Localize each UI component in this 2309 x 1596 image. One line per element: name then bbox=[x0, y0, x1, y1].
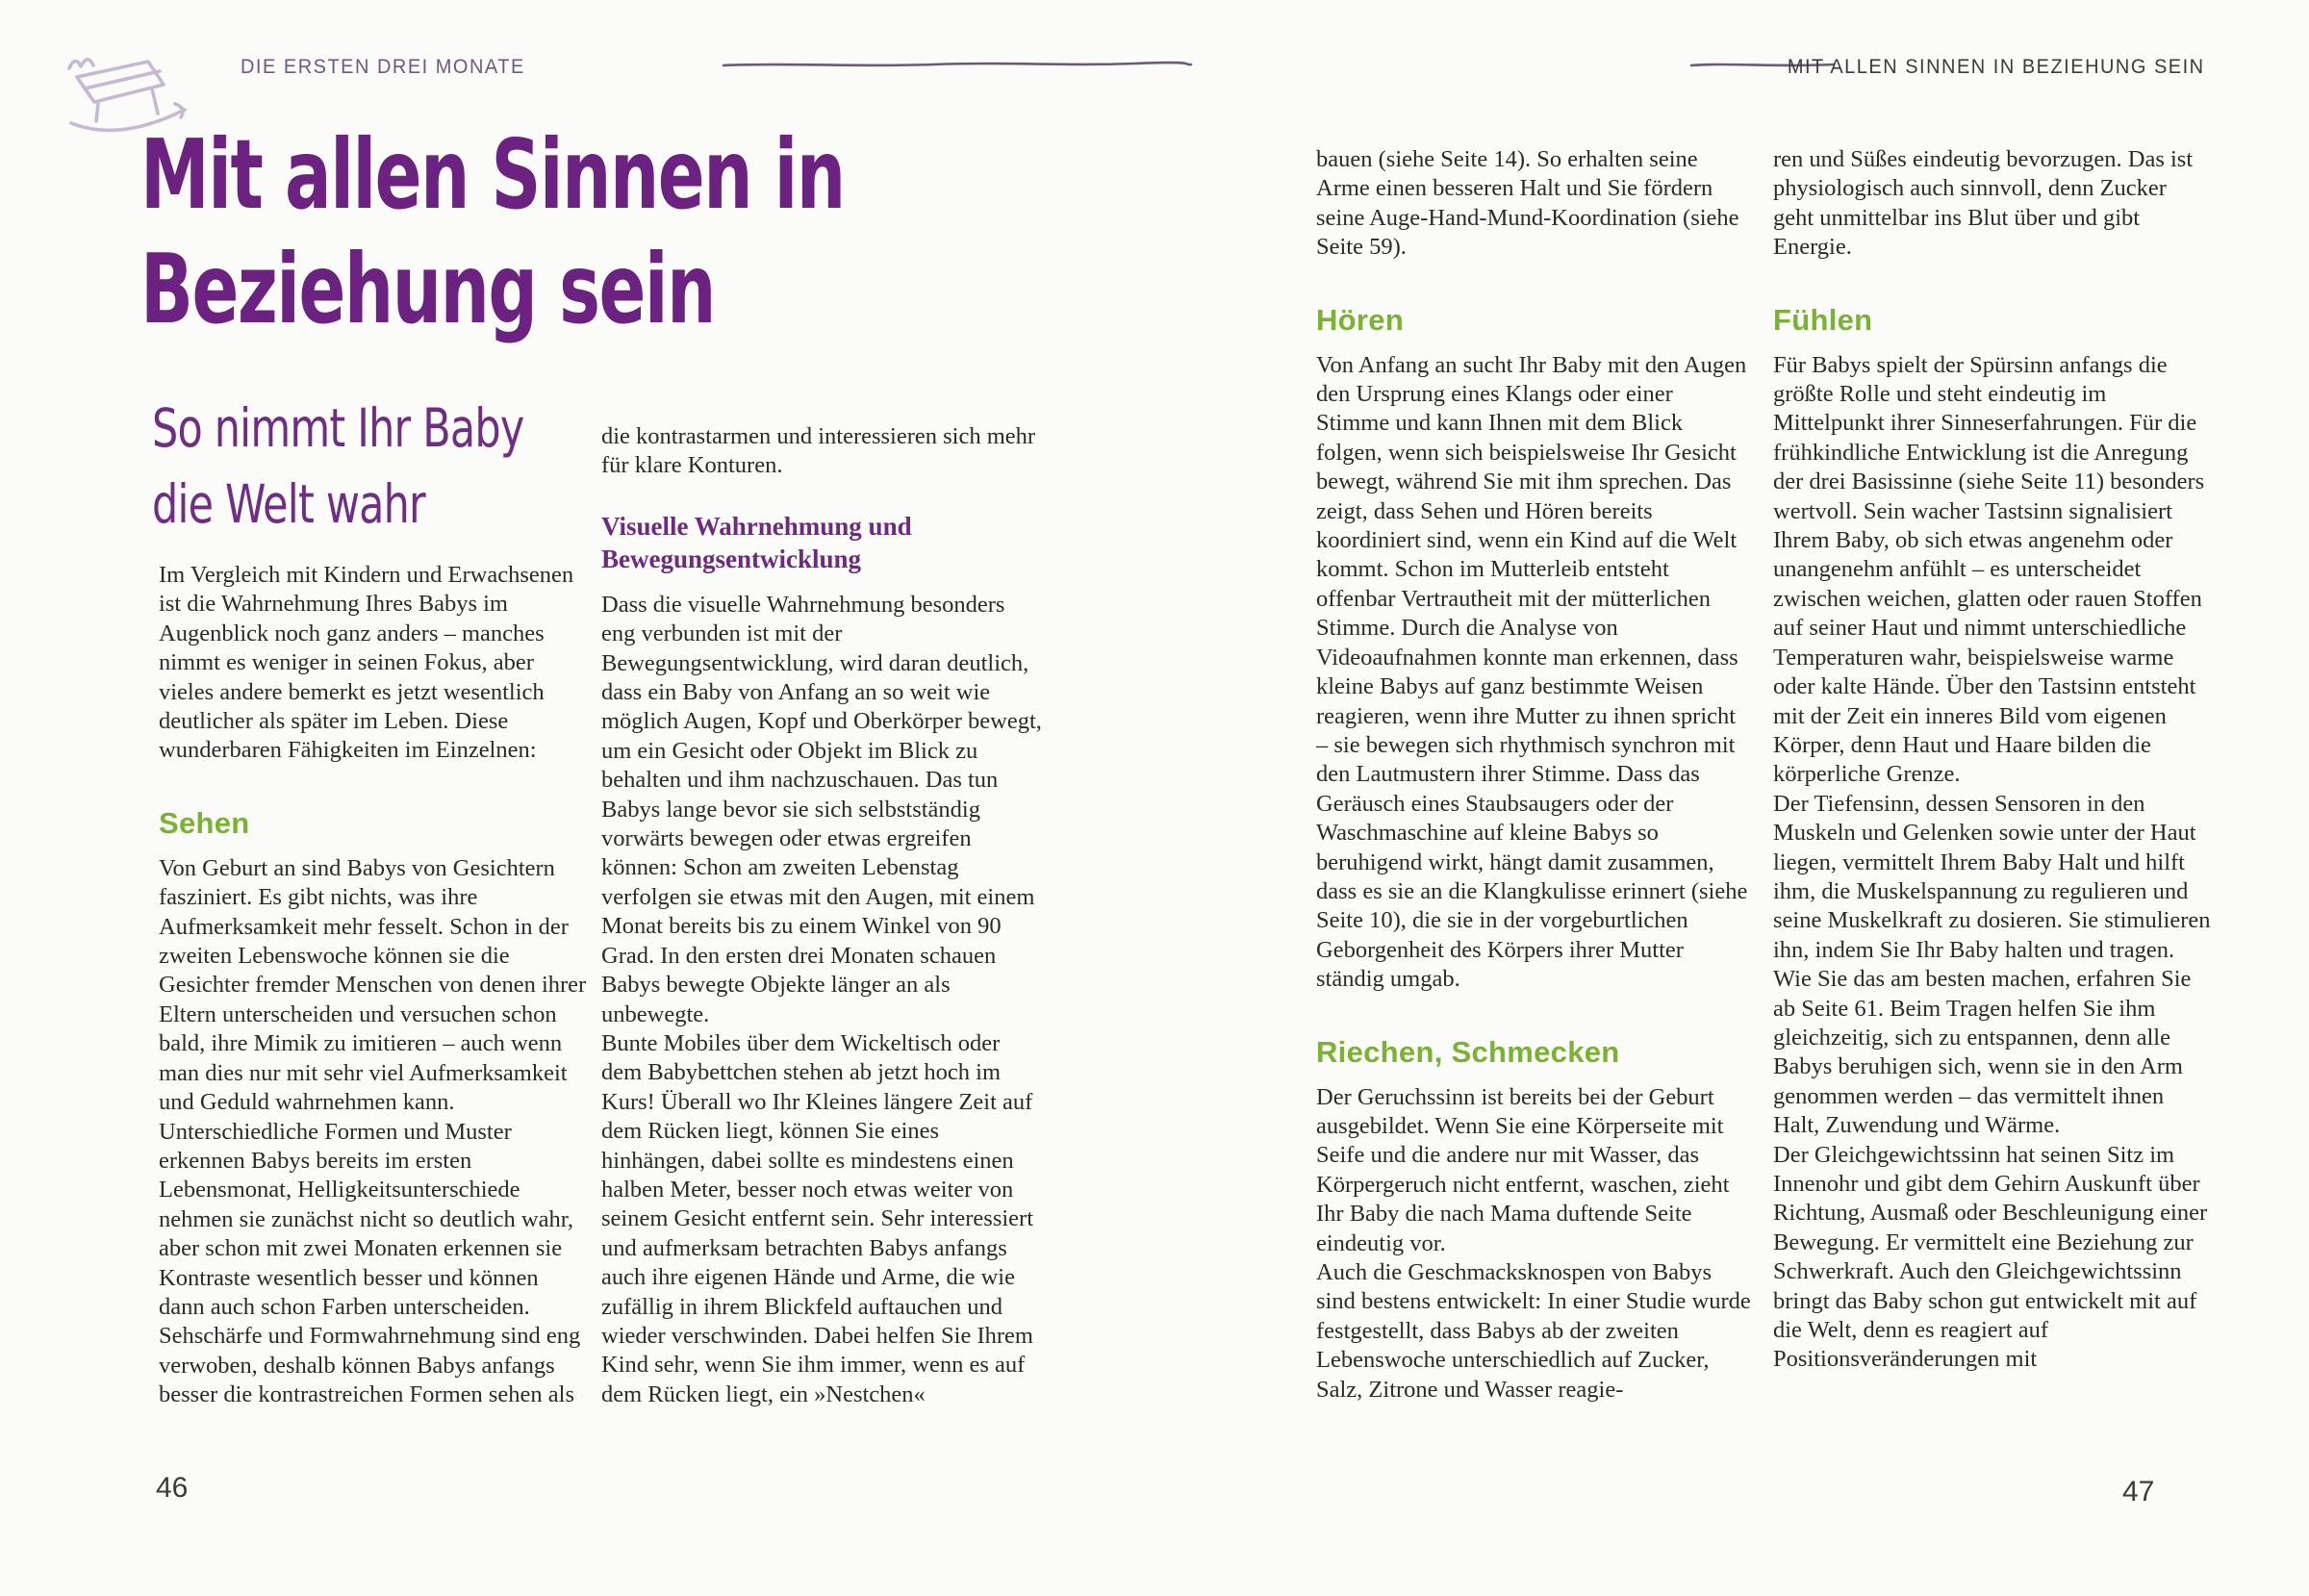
section-heading-fuehlen: Fühlen bbox=[1773, 302, 1873, 337]
section-heading-sehen: Sehen bbox=[159, 805, 250, 840]
header-rule-left bbox=[722, 60, 1193, 71]
intro-paragraph: Im Vergleich mit Kindern und Erwachsenen ist die Wahrnehmung Ihres Babys im Augenblick noch ganz anders – manches nimmt es weniger in seinen Fokus, aber vieles andere bemerkt es jetzt wesentlich deutlicher als später im Leben. Diese wunderbaren Fähigkeiten im Einzelnen: bbox=[159, 562, 574, 764]
paragraph-fuehlen-2: Der Tiefensinn, dessen Sensoren in den Muskeln und Gelenken sowie unter der Haut liegen, vermittelt Ihrem Baby Halt und hilft ihm, die Muskelspannung zu regulieren und seine Muskelkraft zu dosieren. Sie stimulieren ihn, indem Sie Ihr Baby halten und tragen. Wie Sie das am besten machen, erfahren Sie ab Seite 61. Beim Tragen helfen Sie ihm gleichzeitig, sich zu entspannen, denn alle Babys beruhigen sich, wenn sie in den Arm genommen werden – das vermittelt ihnen Halt, Zuwendung und Wärme. bbox=[1773, 790, 2211, 1139]
section-heading-riechen-schmecken: Riechen, Schmecken bbox=[1316, 1034, 1620, 1069]
subheading-visuelle-wahrnehmung: Visuelle Wahrnehmung und Bewegungsentwicklung bbox=[601, 511, 912, 573]
paragraph-continuation: bauen (siehe Seite 14). So erhalten seine Arme einen besseren Halt und Sie fördern seine Auge-Hand-Mund-Koordination (siehe Seite 59). bbox=[1316, 146, 1739, 261]
paragraph-sehen: Von Geburt an sind Babys von Gesichtern fasziniert. Es gibt nichts, was ihre Aufmerksamkeit mehr fesselt. Schon in der zweiten Lebenswoche können sie die Gesichter fremder Menschen von denen ihrer Eltern unterscheiden und versuchen schon bald, ihre Mimik zu imitieren – auch wenn man dies nur mit sehr viel Aufmerksamkeit und Geduld wahrnehmen kann. Unterschiedliche Formen und Muster erkennen Babys bereits im ersten Lebensmonat, Helligkeitsunterschiede nehmen sie zunächst nicht so deutlich wahr, aber schon mit zwei Monaten erkennen sie Kontraste wesentlich besser und können dann auch schon Farben unterscheiden. Sehschärfe und Formwahrnehmung sind eng verwoben, deshalb können Babys anfangs besser die kontrastreichen Formen sehen als bbox=[159, 854, 587, 1408]
page-title-line1: Mit allen Sinnen in bbox=[140, 118, 845, 231]
column-4 bbox=[1773, 145, 2211, 1375]
page-title bbox=[140, 117, 1118, 346]
page-number-right: 47 bbox=[2122, 1476, 2155, 1507]
paragraph-continuation: ren und Süßes eindeutig bevorzugen. Das ist physiologisch auch sinnvoll, denn Zucker geht unmittelbar ins Blut über und gibt Energie. bbox=[1773, 146, 2194, 261]
page-title-line2: Beziehung sein bbox=[140, 233, 715, 345]
paragraph-riechen-2: Auch die Geschmacksknospen von Babys sind bestens entwickelt: In einer Studie wurde festgestellt, dass Babys ab der zweiten Lebenswoche unterschiedlich auf Zucker, Salz, Zitrone und Wasser reagie- bbox=[1316, 1259, 1751, 1403]
paragraph-visuelle-2: Bunte Mobiles über dem Wickeltisch oder dem Babybettchen stehen ab jetzt hoch im Kurs! Überall wo Ihr Kleines längere Zeit auf dem Rücken liegt, können Sie eines hinhängen, dabei sollte es mindestens einen halben Meter, besser noch etwas weiter von seinem Gesicht entfernt sein. Sehr interessiert und aufmerksam betrachten Babys anfangs auch ihre eigenen Hände und Arme, die wie zufällig in ihrem Blickfeld auftauchen und wieder verschwinden. Dabei helfen Sie Ihrem Kind sehr, wenn Sie ihm immer, wenn es auf dem Rücken liegt, ein »Nestchen« bbox=[601, 1029, 1034, 1407]
page-subtitle-line2: die Welt wahr bbox=[152, 473, 425, 535]
column-3 bbox=[1316, 145, 1751, 1405]
section-heading-hoeren: Hören bbox=[1316, 302, 1405, 337]
page-number-left: 46 bbox=[156, 1472, 189, 1504]
page-subtitle bbox=[152, 391, 628, 543]
running-head-right: MIT ALLEN SINNEN IN BEZIEHUNG SEIN bbox=[1788, 56, 2205, 78]
paragraph-continuation: die kontrastarmen und interessieren sich mehr für klare Konturen. bbox=[601, 423, 1036, 479]
column-2 bbox=[601, 422, 1042, 1409]
paragraph-fuehlen-1: Für Babys spielt der Spürsinn anfangs die größte Rolle und steht eindeutig im Mittelpunkt ihrer Sinneserfahrungen. Für die frühkindliche Entwicklung ist die Anregung der drei Basissinne (siehe Seite 11) besonders wertvoll. Sein wacher Tastsinn signalisiert Ihrem Baby, ob sich etwas angenehm oder unangenehm anfühlt – es unterscheidet zwischen weichen, glatten oder rauen Stoffen auf seiner Haut und nimmt unterschiedliche Temperaturen wahr, beispielsweise warme oder kalte Hände. Über den Tastsinn entsteht mit der Zeit ein inneres Bild vom eigenen Körper, denn Haut und Haare bilden die körperliche Grenze. bbox=[1773, 351, 2205, 788]
page-subtitle-line1: So nimmt Ihr Baby bbox=[152, 397, 524, 459]
running-head-left: DIE ERSTEN DREI MONATE bbox=[241, 56, 525, 78]
paragraph-riechen-1: Der Geruchssinn ist bereits bei der Geburt ausgebildet. Wenn Sie eine Körperseite mit Seife und die andere nur mit Wasser, das Körpergeruch nicht entfernt, waschen, zieht Ihr Baby die nach Mama duftende Seite eindeutig vor. bbox=[1316, 1083, 1730, 1256]
paragraph-visuelle-1: Dass die visuelle Wahrnehmung besonders eng verbunden ist mit der Bewegungsentwicklung, wird daran deutlich, dass ein Baby von Anfang an so weit wie möglich Augen, Kopf und Oberkörper bewegt, um ein Gesicht oder Objekt im Blick zu behalten und ihm nachzuschauen. Das tun Babys lange bevor sie sich selbstständig vorwärts bewegen oder etwas ergreifen können: Schon am zweiten Lebenstag verfolgen sie etwas mit den Augen, mit einem Monat bereits bis zu einem Winkel von 90 Grad. In den ersten drei Monaten schauen Babys bewegte Objekte länger an als unbewegte. bbox=[601, 591, 1042, 1027]
paragraph-hoeren: Von Anfang an sucht Ihr Baby mit den Augen den Ursprung eines Klangs oder einer Stimme und kann Ihnen mit dem Blick folgen, wenn sich beispielsweise Ihr Gesicht bewegt, während Sie mit ihm sprechen. Das zeigt, dass Sehen und Hören bereits koordiniert sind, wenn ein Kind auf die Welt kommt. Schon im Mutterleib entsteht offenbar Vertrautheit mit der mütterlichen Stimme. Durch die Analyse von Videoaufnahmen konnte man erkennen, dass kleine Babys auf ganz bestimmte Weisen reagieren, wenn ihre Mutter zu ihnen spricht – sie bewegen sich rhythmisch synchron mit den Lautmustern ihrer Stimme. Dass das Geräusch eines Staubsaugers oder der Waschmaschine auf kleine Babys so beruhigend wirkt, hängt damit zusammen, dass es sie an die Klangkulisse erinnert (siehe Seite 10), die sie in der vorgeburtlichen Geborgenheit des Körpers ihrer Mutter ständig umgab. bbox=[1316, 351, 1748, 993]
column-1 bbox=[159, 561, 589, 1410]
paragraph-fuehlen-3: Der Gleichgewichtssinn hat seinen Sitz im Innenohr und gibt dem Gehirn Auskunft über Richtung, Ausmaß oder Beschleunigung einer Bewegung. Er vermittelt eine Beziehung zur Schwerkraft. Auch den Gleichgewichtssinn bringt das Baby schon gut entwickelt mit auf die Welt, denn es reagiert auf Positionsveränderungen mit bbox=[1773, 1141, 2208, 1373]
